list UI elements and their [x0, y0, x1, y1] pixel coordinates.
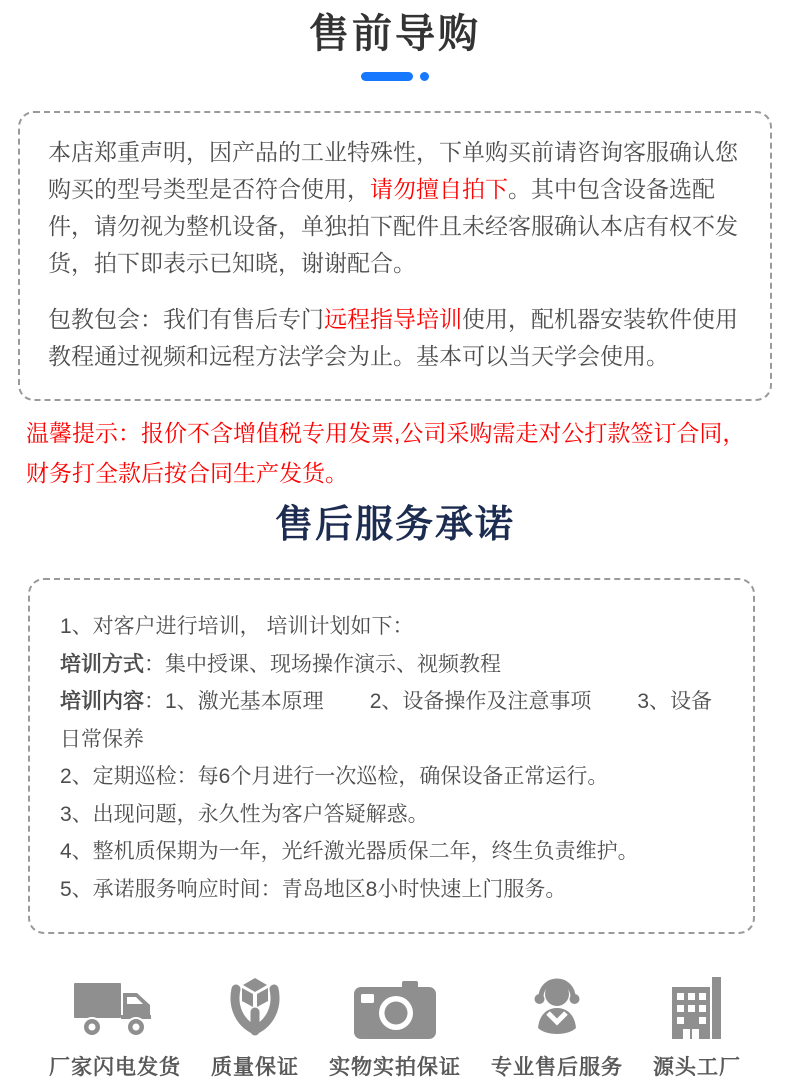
notice-paragraph-training: [48, 301, 744, 375]
camera-icon: [354, 977, 436, 1039]
warning-note: [26, 413, 760, 493]
text-segment: 包教包会：我们有售后专门: [48, 306, 324, 332]
footer-label: 源头工厂: [653, 1056, 741, 1079]
text-segment: ：集中授课、现场操作演示、视频教程: [144, 652, 501, 676]
service-line: [60, 758, 731, 796]
footer-label: 质量保证: [211, 1056, 299, 1079]
footer-item-factory: [653, 977, 741, 1081]
text-segment: 远程指导培训: [324, 306, 462, 332]
text-segment: 培训内容: [60, 690, 144, 713]
text-segment: 3、设备日常保养: [60, 690, 713, 751]
footer-label: 厂家闪电发货: [49, 1056, 181, 1079]
text-segment: 1、对客户进行培训， 培训计划如下：: [60, 615, 414, 638]
footer-item-quality: [211, 977, 299, 1081]
text-segment: 4、整机质保期为一年，光纤激光器质保二年，终生负责维护。: [60, 840, 639, 863]
text-segment: 本店郑重声明，因产品的工业特殊性，下单购买前请咨询客服确认您购买的型号类型是否符合使用，: [48, 139, 738, 202]
text-segment: 2、定期巡检：每6个月进行一次巡检，确保设备正常运行。: [60, 765, 609, 788]
quality-guarantee-icon: [228, 977, 282, 1039]
service-line: [60, 796, 731, 834]
warning-line: 财务打全款后按合同生产发货。: [26, 460, 348, 486]
footer-item-shipping: [49, 977, 181, 1081]
warning-line: 温馨提示：报价不含增值税专用发票,公司采购需走对公打款签订合同，: [26, 420, 746, 446]
footer-label: 实物实拍保证: [329, 1056, 461, 1079]
text-segment: 2、设备操作及注意事项: [369, 690, 592, 713]
footer-badges: [0, 977, 790, 1081]
notice-paragraph-declaration: [48, 134, 744, 282]
service-line: [60, 683, 731, 758]
truck-icon: [73, 977, 157, 1039]
factory-icon: [672, 977, 722, 1039]
title-accent-underline: [0, 72, 790, 81]
footer-item-real-photo: [329, 977, 461, 1081]
text-segment: 3、出现问题，永久性为客户答疑解惑。: [60, 802, 429, 826]
service-line: [60, 871, 731, 909]
service-line: [60, 833, 731, 871]
text-segment: 培训方式: [60, 652, 144, 676]
accent-dot: [420, 72, 429, 81]
aftersale-service-box: [28, 578, 755, 934]
service-line: [60, 646, 731, 684]
text-segment: 请勿擅自拍下: [370, 176, 508, 202]
text-segment: ：1、激光基本原理: [144, 690, 324, 713]
footer-label: 专业售后服务: [491, 1056, 623, 1079]
presale-section-title: 售前导购: [309, 12, 481, 56]
aftersale-section-title: 售后服务承诺: [274, 504, 515, 546]
service-line: [60, 608, 731, 646]
footer-item-aftersale-service: [491, 977, 623, 1081]
text-segment: 使用，配机器安装软件使用教程通过视频和远程方法学会为止。基本可以当天学会使用。: [48, 306, 738, 369]
customer-service-icon: [533, 977, 581, 1039]
accent-bar: [361, 72, 413, 81]
text-segment: 5、承诺服务响应时间：青岛地区8小时快速上门服务。: [60, 877, 567, 901]
presale-notice-box: [18, 111, 772, 401]
text-segment: 。其中包含设备选配件，请勿视为整机设备，单独拍下配件且未经客服确认本店有权不发货，拍下即表示已知晓，谢谢配合。: [48, 176, 738, 276]
